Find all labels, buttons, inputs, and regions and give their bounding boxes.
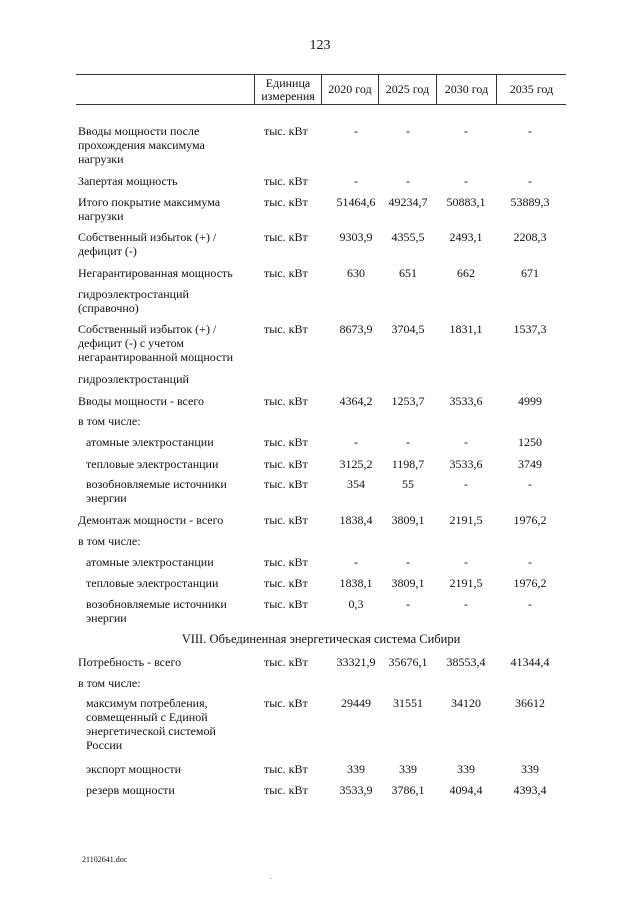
row-label: Собственный избыток (+) / дефицит (-) с учетом негарантированной мощности	[78, 322, 234, 364]
value-2030: 3533,6	[449, 394, 483, 408]
row-unit: тыс. кВт	[264, 394, 308, 408]
value-2030: 34120	[451, 696, 481, 710]
value-2025: 339	[399, 762, 417, 776]
value-2025: 1253,7	[391, 394, 425, 408]
row-unit: тыс. кВт	[264, 762, 308, 776]
value-2030: 38553,4	[446, 655, 486, 669]
row-unit: тыс. кВт	[264, 435, 308, 449]
row-label: тепловые электростанции	[86, 457, 219, 471]
value-2020: 1838,1	[339, 576, 373, 590]
value-2025: 1198,7	[391, 457, 425, 471]
row-unit: тыс. кВт	[264, 555, 308, 569]
value-2035: -	[528, 477, 532, 491]
value-2030: 2191,5	[449, 513, 483, 527]
value-2035: 36612	[515, 696, 545, 710]
row-label: гидроэлектростанций	[78, 372, 189, 386]
value-2030: 1831,1	[449, 322, 483, 336]
value-2030: 339	[457, 762, 475, 776]
row-label: атомные электростанции	[86, 435, 214, 449]
value-2035: 4999	[518, 394, 542, 408]
row-label: Итого покрытие максимума нагрузки	[78, 195, 221, 223]
value-2025: 3786,1	[391, 783, 425, 797]
row-label: резерв мощности	[86, 783, 175, 797]
footer-mark: .	[270, 872, 272, 881]
value-2020: -	[354, 174, 358, 188]
row-label: возобновляемые источники энергии	[86, 597, 227, 625]
row-unit: тыс. кВт	[264, 174, 308, 188]
document-id: 21102641.doc	[82, 855, 128, 864]
value-2020: -	[354, 555, 358, 569]
header-year-2035: 2035 год	[509, 82, 554, 96]
value-2035: 53889,3	[510, 195, 550, 209]
value-2030: -	[464, 435, 468, 449]
value-2020: 3533,9	[339, 783, 373, 797]
row-unit: тыс. кВт	[264, 457, 308, 471]
value-2030: -	[464, 597, 468, 611]
row-unit: тыс. кВт	[264, 655, 308, 669]
value-2035: 3749	[518, 457, 542, 471]
row-label: экспорт мощности	[86, 762, 182, 776]
row-label: в том числе:	[78, 676, 141, 690]
value-2030: -	[464, 124, 468, 138]
row-label: тепловые электростанции	[86, 576, 219, 590]
row-label: Запертая мощность	[78, 174, 178, 188]
row-label: в том числе:	[78, 534, 141, 548]
value-2025: 3809,1	[391, 576, 425, 590]
value-2030: 2191,5	[449, 576, 483, 590]
value-2025: 31551	[393, 696, 423, 710]
row-label: Негарантированная мощность	[78, 266, 233, 280]
value-2025: 4355,5	[391, 230, 425, 244]
value-2025: 3704,5	[391, 322, 425, 336]
row-unit: тыс. кВт	[264, 696, 308, 710]
header-year-2030: 2030 год	[444, 82, 489, 96]
value-2035: -	[528, 555, 532, 569]
value-2030: -	[464, 174, 468, 188]
value-2025: -	[406, 555, 410, 569]
value-2030: -	[464, 477, 468, 491]
value-2025: -	[406, 597, 410, 611]
row-label: Собственный избыток (+) / дефицит (-)	[78, 230, 217, 258]
row-unit: тыс. кВт	[264, 477, 308, 491]
row-unit: тыс. кВт	[264, 783, 308, 797]
header-year-2025: 2025 год	[385, 82, 430, 96]
row-label: Вводы мощности после прохождения максимума нагрузки	[78, 124, 205, 166]
value-2035: -	[528, 597, 532, 611]
value-2025: -	[406, 435, 410, 449]
value-2035: -	[528, 174, 532, 188]
row-label: Демонтаж мощности - всего	[78, 513, 224, 527]
row-unit: тыс. кВт	[264, 266, 308, 280]
row-unit: тыс. кВт	[264, 230, 308, 244]
value-2020: 51464,6	[336, 195, 376, 209]
value-2020: 1838,4	[339, 513, 373, 527]
row-label: максимум потребления, совмещенный с Единой энергетической системой России	[86, 696, 216, 752]
value-2020: 630	[347, 266, 365, 280]
table-header-bottom-border	[76, 104, 566, 105]
value-2025: 49234,7	[388, 195, 428, 209]
value-2020: 354	[347, 477, 365, 491]
value-2025: -	[406, 124, 410, 138]
value-2025: -	[406, 174, 410, 188]
value-2030: -	[464, 555, 468, 569]
value-2020: -	[354, 435, 358, 449]
row-label: Вводы мощности - всего	[78, 394, 204, 408]
value-2035: 671	[521, 266, 539, 280]
value-2035: 4393,4	[513, 783, 547, 797]
value-2025: 3809,1	[391, 513, 425, 527]
header-year-2020: 2020 год	[328, 82, 372, 96]
value-2020: 4364,2	[339, 394, 373, 408]
page-number: 123	[309, 38, 331, 53]
row-label: атомные электростанции	[86, 555, 214, 569]
value-2025: 651	[399, 266, 417, 280]
value-2035: 1976,2	[513, 513, 547, 527]
value-2020: 8673,9	[339, 322, 373, 336]
row-unit: тыс. кВт	[264, 322, 308, 336]
row-label: гидроэлектростанций (справочно)	[78, 287, 189, 315]
value-2020: 339	[347, 762, 365, 776]
row-unit: тыс. кВт	[264, 124, 308, 138]
value-2020: 9303,9	[339, 230, 373, 244]
row-unit: тыс. кВт	[264, 513, 308, 527]
value-2025: 35676,1	[388, 655, 428, 669]
value-2035: -	[528, 124, 532, 138]
value-2035: 1250	[518, 435, 542, 449]
section-title: VIII. Объединенная энергетическая система Сибири	[181, 632, 461, 646]
value-2030: 4094,4	[449, 783, 483, 797]
value-2030: 662	[457, 266, 475, 280]
value-2035: 1976,2	[513, 576, 547, 590]
value-2030: 2493,1	[449, 230, 483, 244]
value-2030: 3533,6	[449, 457, 483, 471]
row-unit: тыс. кВт	[264, 195, 308, 209]
value-2020: 29449	[341, 696, 371, 710]
row-label: Потребность - всего	[78, 655, 182, 669]
row-label: возобновляемые источники энергии	[86, 477, 227, 505]
header-unit: Единица измерения	[261, 75, 315, 103]
row-label: в том числе:	[78, 414, 141, 428]
value-2020: 33321,9	[336, 655, 376, 669]
value-2020: 0,3	[348, 597, 364, 611]
row-unit: тыс. кВт	[264, 597, 308, 611]
value-2035: 41344,4	[510, 655, 550, 669]
value-2020: 3125,2	[339, 457, 373, 471]
value-2035: 339	[521, 762, 539, 776]
value-2025: 55	[402, 477, 414, 491]
value-2035: 1537,3	[513, 322, 547, 336]
value-2035: 2208,3	[513, 230, 547, 244]
row-unit: тыс. кВт	[264, 576, 308, 590]
value-2020: -	[354, 124, 358, 138]
value-2030: 50883,1	[446, 195, 486, 209]
